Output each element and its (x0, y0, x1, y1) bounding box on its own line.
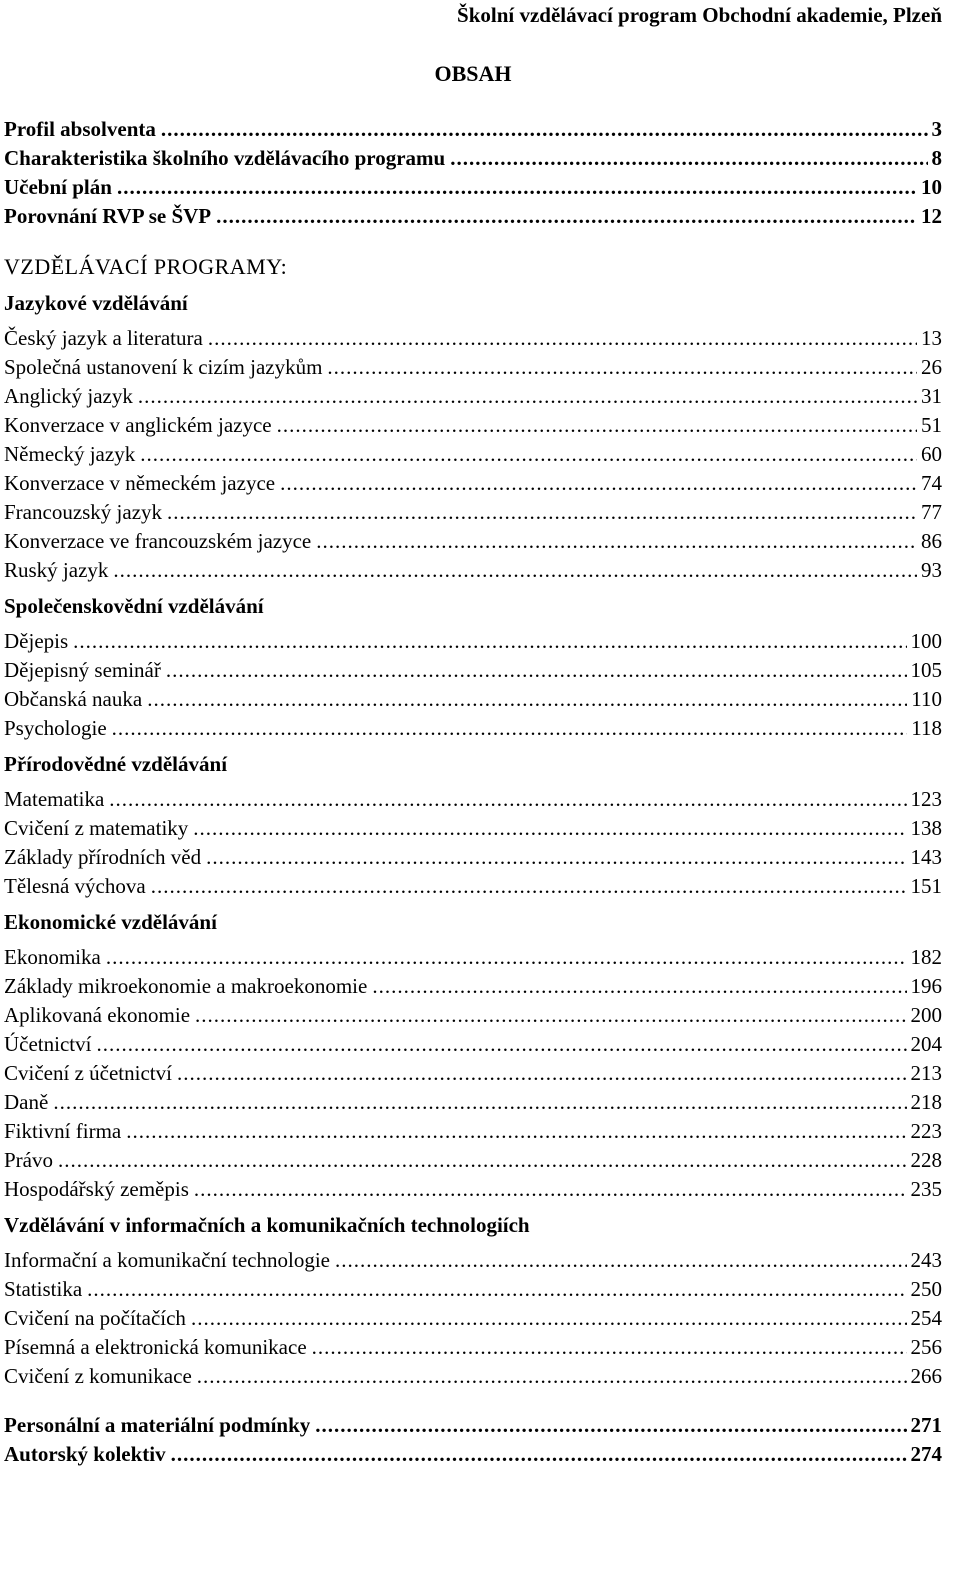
toc-intro-group (4, 115, 942, 231)
toc-entry-label: Český jazyk a literatura (4, 326, 203, 350)
toc-entry-label: Účetnictví (4, 1032, 92, 1056)
toc-entry-page: 218 (910, 1090, 942, 1114)
toc-entry[interactable] (4, 785, 942, 814)
toc-entry[interactable] (4, 411, 942, 440)
toc-entry-page: 266 (910, 1364, 942, 1388)
toc-leader-dots (112, 714, 908, 743)
toc-entry[interactable] (4, 556, 942, 585)
toc-title: OBSAH (434, 61, 512, 86)
toc-entry-personalni-podminky[interactable] (4, 1411, 942, 1440)
toc-entry-page: 51 (921, 413, 942, 437)
programs-heading: VZDĚLÁVACÍ PROGRAMY: (4, 254, 288, 279)
toc-entry-page: 254 (910, 1306, 942, 1330)
toc-leader-dots (58, 1146, 907, 1175)
toc-entry-porovnani-rvp[interactable] (4, 202, 942, 231)
toc-entry[interactable] (4, 1362, 942, 1391)
toc-leader-dots (87, 1275, 906, 1304)
toc-entry-page: 200 (910, 1003, 942, 1027)
toc-entry-label: Statistika (4, 1277, 83, 1301)
toc-leader-dots (195, 1001, 906, 1030)
toc-entry[interactable] (4, 1001, 942, 1030)
toc-entry-page: 13 (921, 326, 942, 350)
toc-entry-label: Profil absolventa (4, 117, 156, 141)
toc-section-jazykove (4, 324, 942, 585)
toc-leader-dots (450, 144, 927, 173)
toc-leader-dots (191, 1304, 907, 1333)
toc-leader-dots (109, 785, 906, 814)
toc-section-ict (4, 1246, 942, 1391)
toc-entry[interactable] (4, 1246, 942, 1275)
toc-entry-label: Učební plán (4, 175, 112, 199)
toc-leader-dots (140, 440, 917, 469)
toc-leader-dots (161, 115, 928, 144)
toc-entry-label: Matematika (4, 787, 105, 811)
toc-entry-page: 8 (931, 146, 942, 170)
toc-entry-label: Charakteristika školního vzdělávacího programu (4, 146, 446, 170)
toc-entry-autorsky-kolektiv[interactable] (4, 1440, 942, 1469)
toc-entry-label: Základy přírodních věd (4, 845, 202, 869)
toc-entry-page: 86 (921, 529, 942, 553)
toc-entry-page: 274 (910, 1442, 942, 1466)
toc-entry[interactable] (4, 1146, 942, 1175)
toc-entry-label: Fiktivní firma (4, 1119, 122, 1143)
toc-entry[interactable] (4, 1275, 942, 1304)
toc-entry[interactable] (4, 1333, 942, 1362)
toc-leader-dots (372, 972, 906, 1001)
toc-entry-page: 10 (921, 175, 942, 199)
toc-entry[interactable] (4, 627, 942, 656)
toc-leader-dots (117, 173, 917, 202)
toc-entry-label: Společná ustanovení k cizím jazykům (4, 355, 323, 379)
toc-leader-dots (167, 498, 917, 527)
toc-entry-page: 151 (910, 874, 942, 898)
toc-entry-label: Hospodářský zeměpis (4, 1177, 189, 1201)
toc-entry-page: 31 (921, 384, 942, 408)
toc-entry-page: 204 (910, 1032, 942, 1056)
toc-entry-label: Ruský jazyk (4, 558, 109, 582)
toc-entry-label: Anglický jazyk (4, 384, 133, 408)
toc-entry-page: 271 (910, 1413, 942, 1437)
toc-leader-dots (216, 202, 917, 231)
toc-leader-dots (327, 353, 917, 382)
toc-entry[interactable] (4, 843, 942, 872)
toc-entry[interactable] (4, 353, 942, 382)
toc-entry-page: 118 (911, 716, 942, 740)
toc-entry-label: Občanská nauka (4, 687, 143, 711)
toc-entry-label: Německý jazyk (4, 442, 136, 466)
toc-entry[interactable] (4, 943, 942, 972)
toc-entry-page: 93 (921, 558, 942, 582)
toc-entry-label: Personální a materiální podmínky (4, 1413, 311, 1437)
toc-entry[interactable] (4, 324, 942, 353)
toc-entry[interactable] (4, 814, 942, 843)
toc-entry[interactable] (4, 498, 942, 527)
toc-entry-label: Konverzace v německém jazyce (4, 471, 276, 495)
toc-entry-label: Porovnání RVP se ŠVP (4, 204, 212, 228)
toc-entry-page: 228 (910, 1148, 942, 1172)
toc-entry-label: Cvičení z matematiky (4, 816, 189, 840)
toc-leader-dots (177, 1059, 907, 1088)
toc-leader-dots (206, 843, 906, 872)
document-header: Školní vzdělávací program Obchodní akademie, Plzeň (457, 3, 942, 27)
toc-section-ekonomicke (4, 943, 942, 1204)
toc-entry-label: Konverzace v anglickém jazyce (4, 413, 272, 437)
toc-leader-dots (106, 943, 907, 972)
toc-leader-dots (315, 1411, 906, 1440)
toc-leader-dots (53, 1088, 906, 1117)
toc-entry[interactable] (4, 685, 942, 714)
toc-entry-page: 74 (921, 471, 942, 495)
toc-leader-dots (280, 469, 917, 498)
toc-entry-label: Písemná a elektronická komunikace (4, 1335, 307, 1359)
toc-entry-label: Základy mikroekonomie a makroekonomie (4, 974, 368, 998)
toc-entry-label: Tělesná výchova (4, 874, 146, 898)
toc-entry-page: 182 (910, 945, 942, 969)
toc-leader-dots (113, 556, 917, 585)
toc-entry[interactable] (4, 1304, 942, 1333)
toc-entry[interactable] (4, 972, 942, 1001)
toc-entry[interactable] (4, 1030, 942, 1059)
toc-leader-dots (126, 1117, 906, 1146)
toc-entry-label: Informační a komunikační technologie (4, 1248, 330, 1272)
toc-entry-page: 138 (910, 816, 942, 840)
toc-entry-page: 26 (921, 355, 942, 379)
toc-entry-page: 223 (910, 1119, 942, 1143)
toc-entry-page: 105 (910, 658, 942, 682)
toc-entry-page: 110 (911, 687, 942, 711)
section-heading-prirodovedne: Přírodovědné vzdělávání (4, 752, 228, 776)
toc-entry-page: 143 (910, 845, 942, 869)
toc-leader-dots (193, 814, 906, 843)
toc-entry-label: Právo (4, 1148, 53, 1172)
toc-entry-page: 60 (921, 442, 942, 466)
toc-entry-page: 256 (910, 1335, 942, 1359)
toc-entry-label: Ekonomika (4, 945, 101, 969)
toc-entry-label: Psychologie (4, 716, 107, 740)
toc-entry-label: Aplikovaná ekonomie (4, 1003, 191, 1027)
toc-leader-dots (171, 1440, 907, 1469)
toc-entry[interactable] (4, 872, 942, 901)
toc-entry[interactable] (4, 382, 942, 411)
section-heading-spolecenskovedni: Společenskovědní vzdělávání (4, 594, 264, 618)
toc-entry[interactable] (4, 527, 942, 556)
toc-entry[interactable] (4, 714, 942, 743)
toc-entry-page: 3 (931, 117, 942, 141)
toc-leader-dots (316, 527, 917, 556)
toc-entry-page: 77 (921, 500, 942, 524)
toc-entry[interactable] (4, 1088, 942, 1117)
toc-entry-page: 250 (910, 1277, 942, 1301)
toc-entry-page: 235 (910, 1177, 942, 1201)
toc-entry-label: Cvičení z komunikace (4, 1364, 192, 1388)
section-heading-ekonomicke: Ekonomické vzdělávání (4, 910, 217, 934)
toc-entry-label: Dějepisný seminář (4, 658, 161, 682)
toc-leader-dots (312, 1333, 907, 1362)
toc-entry-ucebni-plan[interactable] (4, 173, 942, 202)
toc-entry-label: Konverzace ve francouzském jazyce (4, 529, 312, 553)
toc-entry[interactable] (4, 1117, 942, 1146)
toc-leader-dots (335, 1246, 907, 1275)
toc-leader-dots (277, 411, 917, 440)
toc-entry-label: Cvičení z účetnictví (4, 1061, 172, 1085)
toc-entry-page: 123 (910, 787, 942, 811)
toc-entry-label: Cvičení na počítačích (4, 1306, 186, 1330)
toc-entry-page: 213 (910, 1061, 942, 1085)
toc-final-group (4, 1411, 942, 1469)
toc-leader-dots (194, 1175, 907, 1204)
toc-leader-dots (96, 1030, 906, 1059)
toc-entry-label: Dějepis (4, 629, 69, 653)
toc-entry[interactable] (4, 656, 942, 685)
section-heading-jazykove: Jazykové vzdělávání (4, 291, 188, 315)
toc-entry-page: 243 (910, 1248, 942, 1272)
toc-entry-label: Autorský kolektiv (4, 1442, 166, 1466)
toc-entry[interactable] (4, 469, 942, 498)
toc-entry-label: Francouzský jazyk (4, 500, 163, 524)
toc-leader-dots (147, 685, 907, 714)
toc-entry-page: 196 (910, 974, 942, 998)
toc-entry-label: Daně (4, 1090, 49, 1114)
toc-leader-dots (208, 324, 917, 353)
toc-leader-dots (138, 382, 917, 411)
toc-entry[interactable] (4, 1175, 942, 1204)
toc-section-prirodovedne (4, 785, 942, 901)
toc-leader-dots (73, 627, 906, 656)
toc-entry-profil-absolventa[interactable] (4, 115, 942, 144)
toc-leader-dots (166, 656, 907, 685)
toc-entry[interactable] (4, 1059, 942, 1088)
toc-entry[interactable] (4, 440, 942, 469)
toc-section-spolecenskovedni (4, 627, 942, 743)
toc-entry-charakteristika[interactable] (4, 144, 942, 173)
section-heading-ict: Vzdělávání v informačních a komunikačních technologiích (4, 1213, 530, 1237)
table-of-contents (4, 115, 942, 1469)
toc-leader-dots (197, 1362, 907, 1391)
toc-leader-dots (151, 872, 907, 901)
toc-entry-page: 12 (921, 204, 942, 228)
toc-entry-page: 100 (910, 629, 942, 653)
